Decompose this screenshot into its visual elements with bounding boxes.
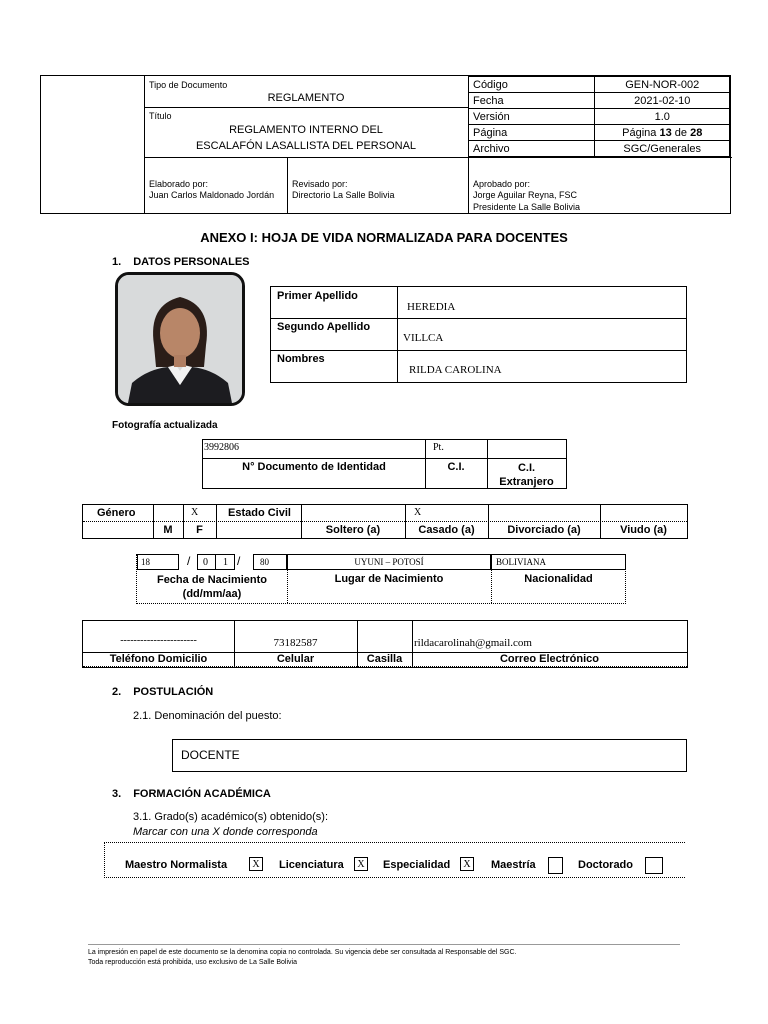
- fecha-value: 2021-02-10: [595, 93, 730, 109]
- archivo-value: SGC/Generales: [595, 141, 730, 157]
- primer-apellido-value[interactable]: HEREDIA: [407, 301, 456, 313]
- fecha-nac-label: Fecha de Nacimiento (dd/mm/aa): [156, 574, 268, 600]
- lugar-nac-value: UYUNI – POTOSÍ: [354, 557, 424, 567]
- doc-number[interactable]: 3992806: [204, 442, 239, 453]
- logo-area: [41, 76, 145, 213]
- grado-label: Doctorado: [578, 859, 633, 871]
- anio-value: 80: [260, 557, 269, 567]
- nombres-label: Nombres: [277, 353, 325, 365]
- celular-value[interactable]: 73182587: [273, 637, 318, 649]
- nacionalidad-label: Nacionalidad: [524, 573, 593, 585]
- aprobado-label: Aprobado por:: [473, 179, 531, 189]
- revisado-label: Revisado por:: [292, 179, 348, 189]
- estado-civil-label: Estado Civil: [228, 507, 291, 519]
- genero-m: M: [163, 524, 173, 536]
- lugar-box[interactable]: [287, 554, 491, 570]
- puesto-value: DOCENTE: [181, 748, 240, 762]
- annex-title: ANEXO I: HOJA DE VIDA NORMALIZADA PARA DOCENTES: [200, 230, 568, 245]
- grado-label: Maestro Normalista: [125, 859, 228, 871]
- divider: [83, 666, 687, 667]
- genero-mark[interactable]: X: [191, 507, 199, 518]
- divider: [287, 157, 288, 213]
- revisado-value: Directorio La Salle Bolivia: [292, 190, 395, 200]
- grado-checkbox[interactable]: [548, 857, 563, 874]
- photo: [115, 272, 245, 406]
- divider: [397, 287, 398, 382]
- codigo-label: Código: [469, 77, 595, 93]
- casilla-label: Casilla: [366, 653, 403, 665]
- mes-b-value: 1: [223, 557, 228, 568]
- person-photo-icon: [118, 275, 242, 403]
- footer-rule: [88, 944, 680, 945]
- version-value: 1.0: [595, 109, 730, 125]
- fecha-label: Fecha: [469, 93, 595, 109]
- elaborado-value: Juan Carlos Maldonado Jordán: [149, 190, 275, 200]
- section3-hint: Marcar con una X donde corresponda: [133, 826, 318, 838]
- pagina-value: Página 13 de 28: [595, 125, 730, 141]
- meta-table: [468, 76, 730, 157]
- ci-ext-label: C.I. Extranjero: [499, 462, 554, 488]
- divider: [144, 107, 468, 108]
- mes-a-value: 0: [203, 557, 208, 568]
- document-header: [40, 75, 731, 214]
- divorciado-label: Divorciado (a): [507, 524, 581, 536]
- footer-line2: Toda reproducción está prohibida, uso exclusivo de La Salle Bolivia: [88, 959, 297, 966]
- segundo-apellido-label: Segundo Apellido: [277, 321, 371, 333]
- section3-sub: 3.1. Grado(s) académico(s) obtenido(s):: [133, 811, 329, 823]
- section2-sub: 2.1. Denominación del puesto:: [133, 710, 282, 722]
- nombres-value[interactable]: RILDA CAROLINA: [409, 364, 502, 376]
- tipo-doc-value: REGLAMENTO: [267, 92, 345, 104]
- elaborado-label: Elaborado por:: [149, 179, 209, 189]
- primer-apellido-label: Primer Apellido: [277, 290, 358, 302]
- divider: [271, 318, 686, 319]
- tel-dom-label: Teléfono Domicilio: [109, 653, 208, 665]
- grado-label: Maestría: [491, 859, 536, 871]
- doc-exp[interactable]: Pt.: [433, 442, 444, 453]
- section3-heading: 3. FORMACIÓN ACADÉMICA: [112, 788, 271, 800]
- gender-civil-table: [82, 504, 688, 539]
- date-sep: /: [187, 554, 191, 568]
- divider: [83, 521, 687, 522]
- soltero-label: Soltero (a): [325, 524, 381, 536]
- contact-table: [82, 620, 688, 668]
- titulo-line2: ESCALAFÓN LASALLISTA DEL PERSONAL: [195, 140, 417, 152]
- divider: [203, 458, 566, 459]
- dia-value: 18: [141, 557, 150, 567]
- titulo-label: Título: [149, 111, 172, 121]
- genero-label: Género: [97, 507, 136, 519]
- nacionalidad-value: BOLIVIANA: [496, 557, 546, 567]
- grado-label: Licenciatura: [279, 859, 344, 871]
- estado-civil-mark[interactable]: X: [414, 507, 422, 518]
- titulo-line1: REGLAMENTO INTERNO DEL: [229, 124, 383, 136]
- version-label: Versión: [469, 109, 595, 125]
- correo-label: Correo Electrónico: [499, 653, 600, 665]
- footer-line1: La impresión en papel de este documento se la denomina copia no controlada. Su vigencia debe ser consultada al Responsable del SGC.: [88, 949, 517, 956]
- section2-heading: 2. POSTULACIÓN: [112, 686, 214, 698]
- grado-label: Especialidad: [383, 859, 451, 871]
- section1-heading: 1. DATOS PERSONALES: [112, 256, 250, 268]
- divider: [144, 157, 732, 158]
- correo-value[interactable]: rildacarolinah@gmail.com: [414, 637, 532, 649]
- dia-box[interactable]: [137, 554, 179, 570]
- name-table: [270, 286, 687, 383]
- ci-label: C.I.: [447, 461, 465, 473]
- pagina-label: Página: [469, 125, 595, 141]
- tel-dom-value[interactable]: -----------------------: [120, 635, 197, 646]
- genero-f: F: [196, 524, 203, 536]
- grado-checkbox[interactable]: [645, 857, 663, 874]
- segundo-apellido-value[interactable]: VILLCA: [403, 332, 444, 344]
- celular-label: Celular: [276, 653, 315, 665]
- grado-checkbox[interactable]: X: [249, 857, 263, 871]
- aprobado-value2: Presidente La Salle Bolivia: [473, 202, 581, 212]
- codigo-value: GEN-NOR-002: [595, 77, 730, 93]
- divider: [271, 350, 686, 351]
- doc-label: N° Documento de Identidad: [242, 461, 386, 473]
- divider: [215, 555, 216, 569]
- nacionalidad-box[interactable]: [491, 554, 626, 570]
- tipo-doc-label: Tipo de Documento: [149, 80, 228, 90]
- grado-checkbox[interactable]: X: [460, 857, 474, 871]
- viudo-label: Viudo (a): [620, 524, 667, 536]
- id-document-table: [202, 439, 567, 489]
- archivo-label: Archivo: [469, 141, 595, 157]
- divider: [216, 505, 217, 538]
- photo-caption: Fotografía actualizada: [112, 420, 218, 431]
- mes-box[interactable]: [197, 554, 235, 570]
- birth-table: [136, 554, 626, 604]
- date-sep: /: [237, 554, 241, 568]
- aprobado-value1: Jorge Aguilar Reyna, FSC: [473, 190, 578, 200]
- lugar-nac-label: Lugar de Nacimiento: [334, 573, 444, 585]
- grados-row: [104, 842, 685, 878]
- anio-box[interactable]: [253, 554, 287, 570]
- casado-label: Casado (a): [418, 524, 475, 536]
- grado-checkbox[interactable]: X: [354, 857, 368, 871]
- puesto-box[interactable]: [172, 739, 687, 772]
